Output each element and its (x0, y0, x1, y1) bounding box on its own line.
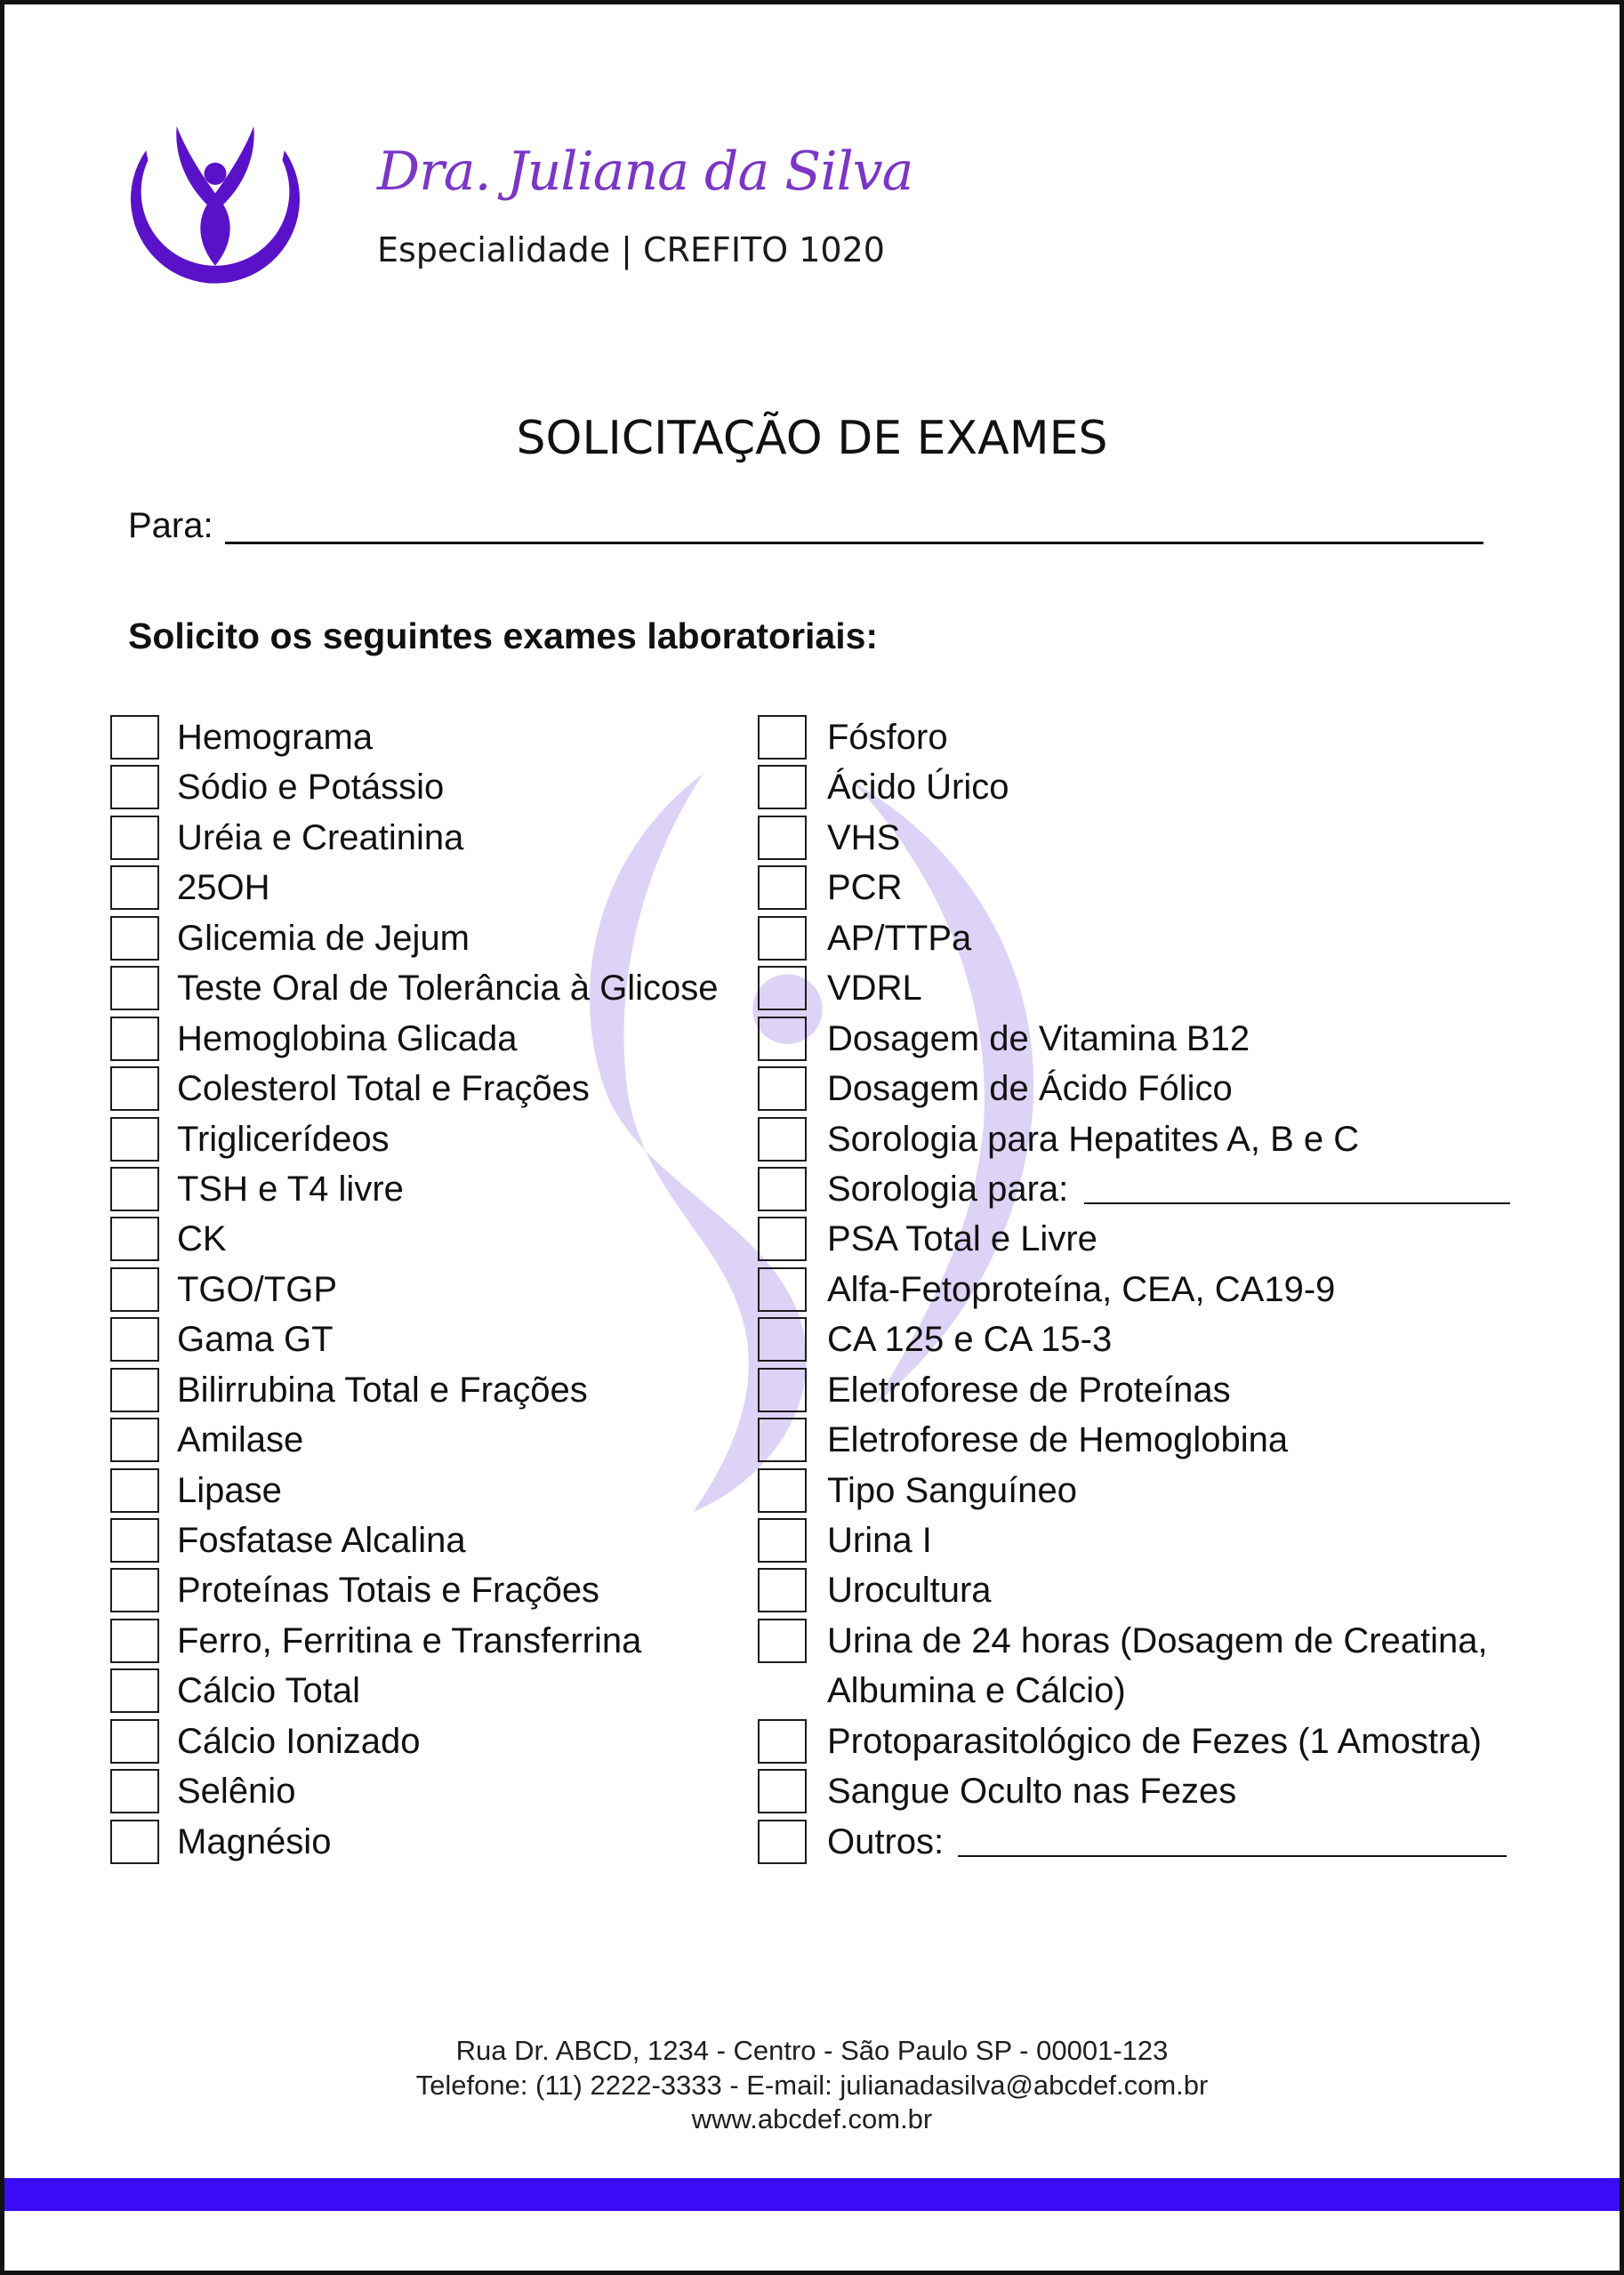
exam-checkbox-protoparasitologico[interactable] (758, 1719, 807, 1764)
exam-checkbox-hemograma[interactable] (110, 715, 159, 760)
exam-row (110, 1616, 733, 1666)
exam-checkbox-tsh-t4[interactable] (110, 1167, 159, 1211)
footer-address: Rua Dr. ABCD, 1234 - Centro - São Paulo SP - 00001-123 (455, 2035, 1169, 2066)
exam-label: Sangue Oculto nas Fezes (827, 1772, 1237, 1812)
exam-label: Sódio e Potássio (177, 768, 445, 808)
exam-checkbox-urocultura[interactable] (758, 1568, 807, 1612)
exam-checkbox-sodio-potassio[interactable] (110, 765, 159, 809)
exam-label: Tipo Sanguíneo (827, 1470, 1077, 1510)
exam-row (758, 712, 1558, 762)
exam-label: Teste Oral de Tolerância à Glicose (177, 969, 719, 1009)
exam-row (758, 1817, 1558, 1867)
exam-row (110, 813, 733, 863)
exam-row (758, 813, 1558, 863)
exam-row (758, 1114, 1558, 1164)
exam-label: Ácido Úrico (827, 768, 1009, 808)
exam-label: Amilase (177, 1420, 304, 1460)
exam-row (758, 1415, 1558, 1465)
exam-checkbox-ferro-ferritina[interactable] (110, 1619, 159, 1663)
exam-row (758, 1616, 1558, 1716)
specialty-line: Especialidade | CREFITO 1020 (377, 230, 885, 269)
logo-head (205, 163, 227, 185)
exam-label: Urina I (827, 1521, 932, 1560)
exam-label: 25OH (177, 868, 270, 908)
exam-checkbox-magnesio[interactable] (110, 1820, 159, 1864)
exam-checkbox-acido-urico[interactable] (758, 765, 807, 809)
exam-checkbox-alfa-fetoproteina[interactable] (758, 1267, 807, 1312)
exam-label: Bilirrubina Total e Frações (177, 1370, 588, 1410)
exam-label: Ferro, Ferritina e Transferrina (177, 1620, 642, 1660)
form-title: SOLICITAÇÃO DE EXAMES (516, 412, 1108, 465)
exam-row (758, 913, 1558, 963)
exam-checkbox-ureia-creatinina[interactable] (110, 816, 159, 860)
exam-checkbox-triglicerideos[interactable] (110, 1117, 159, 1162)
exam-row (110, 1515, 733, 1565)
exam-row (110, 1666, 733, 1716)
exam-row (110, 1164, 733, 1214)
exam-row (758, 1314, 1558, 1364)
exam-label: Hemograma (177, 718, 374, 757)
exam-checkbox-fosforo[interactable] (758, 715, 807, 760)
exam-label: Cálcio Ionizado (177, 1721, 421, 1761)
exam-checkbox-vdrl[interactable] (758, 966, 807, 1010)
doctor-name: Dra. Juliana da Silva (377, 141, 913, 203)
exam-checkbox-outros[interactable] (758, 1820, 807, 1864)
exam-row (758, 1565, 1558, 1615)
exam-row (758, 963, 1558, 1013)
exam-checkbox-psa[interactable] (758, 1217, 807, 1261)
exam-label: Glicemia de Jejum (177, 918, 470, 958)
exam-checkbox-gama-gt[interactable] (110, 1317, 159, 1362)
exam-row (758, 1466, 1558, 1515)
exam-checkbox-25oh[interactable] (110, 865, 159, 910)
exam-label: Hemoglobina Glicada (177, 1018, 518, 1058)
exam-label: PSA Total e Livre (827, 1219, 1097, 1259)
exam-row (110, 762, 733, 812)
exam-list-right (758, 712, 1558, 1867)
logo-body (200, 204, 229, 266)
exam-label: Fósforo (827, 718, 948, 757)
exam-checkbox-sorologia-para[interactable] (758, 1167, 807, 1211)
exam-label: Eletroforese de Proteínas (827, 1370, 1231, 1410)
exam-label: Gama GT (177, 1320, 334, 1360)
exam-row (110, 1214, 733, 1264)
instruction-text: Solicito os seguintes exames laboratoriais: (128, 615, 879, 656)
exam-label: AP/TTPa (827, 918, 972, 958)
exam-list-left (110, 712, 733, 1867)
sorologia-blank-field[interactable] (1084, 1202, 1510, 1204)
exam-checkbox-pcr[interactable] (758, 865, 807, 910)
exam-label: Urocultura (827, 1571, 992, 1611)
exam-row (758, 762, 1558, 812)
exam-checkbox-tgo-tgp[interactable] (110, 1267, 159, 1312)
exam-checkbox-vitamina-b12[interactable] (758, 1017, 807, 1061)
exam-label: CA 125 e CA 15-3 (827, 1320, 1113, 1360)
exam-label: Outros: (827, 1821, 945, 1861)
exam-checkbox-calcio-total[interactable] (110, 1668, 159, 1713)
exam-row (758, 1716, 1558, 1766)
exam-row (110, 1314, 733, 1364)
exam-checkbox-acido-folico[interactable] (758, 1066, 807, 1111)
exam-label: Triglicerídeos (177, 1119, 390, 1159)
exam-checkbox-hemoglobina-glicada[interactable] (110, 1017, 159, 1061)
exam-row (110, 913, 733, 963)
logo-icon (126, 117, 304, 286)
exam-checkbox-ck[interactable] (110, 1217, 159, 1261)
exam-checkbox-bilirrubina[interactable] (110, 1368, 159, 1412)
exam-label: PCR (827, 868, 903, 908)
exam-row (110, 963, 733, 1013)
exam-row (110, 1365, 733, 1415)
exam-row (758, 1265, 1558, 1314)
exam-row (758, 1014, 1558, 1064)
exam-label: Alfa-Fetoproteína, CEA, CA19-9 (827, 1269, 1336, 1309)
exam-checkbox-vhs[interactable] (758, 816, 807, 860)
exam-checkbox-sangue-oculto[interactable] (758, 1769, 807, 1813)
exam-checkbox-proteinas-totais[interactable] (110, 1568, 159, 1612)
exam-label: Urina de 24 horas (Dosagem de Creatina, Albumina e Cálcio) (827, 1620, 1488, 1711)
exam-label: Magnésio (177, 1821, 332, 1861)
exam-row (110, 1466, 733, 1515)
recipient-field[interactable] (225, 542, 1483, 544)
exam-checkbox-lipase[interactable] (110, 1468, 159, 1513)
exam-row (758, 863, 1558, 912)
exam-checkbox-glicemia-jejum[interactable] (110, 916, 159, 961)
exam-checkbox-tipo-sanguineo[interactable] (758, 1468, 807, 1513)
exam-label: Uréia e Creatinina (177, 817, 464, 857)
exam-row (758, 1164, 1558, 1214)
exam-row (110, 1114, 733, 1164)
exam-label: Fosfatase Alcalina (177, 1521, 466, 1560)
exam-row (110, 1716, 733, 1766)
exam-row (110, 1064, 733, 1113)
exam-row (110, 1766, 733, 1816)
exam-label: Lipase (177, 1470, 282, 1510)
exam-label-with-blank (827, 1817, 1507, 1867)
exam-checkbox-sorologia-hepatites[interactable] (758, 1117, 807, 1162)
recipient-label: Para: (128, 506, 213, 545)
exam-checkbox-calcio-ionizado[interactable] (110, 1719, 159, 1764)
exam-checkbox-selenio[interactable] (110, 1769, 159, 1813)
exam-label: Proteínas Totais e Frações (177, 1571, 600, 1611)
exam-checkbox-colesterol[interactable] (110, 1066, 159, 1111)
exam-checkbox-urina-24h[interactable] (758, 1619, 807, 1663)
exam-label: VHS (827, 817, 901, 857)
exam-row (110, 1415, 733, 1465)
exam-label: Colesterol Total e Frações (177, 1069, 590, 1109)
exam-checkbox-ap-ttpa[interactable] (758, 916, 807, 961)
exam-checkbox-amilase[interactable] (110, 1418, 159, 1462)
outros-blank-field[interactable] (958, 1855, 1507, 1857)
exam-label: VDRL (827, 969, 922, 1009)
bottom-color-bar (4, 2178, 1620, 2211)
exam-row (110, 1817, 733, 1867)
exam-label: TGO/TGP (177, 1269, 337, 1309)
exam-label: Sorologia para: (827, 1169, 1069, 1209)
exam-checkbox-teste-oral-glicose[interactable] (110, 966, 159, 1010)
exam-checkbox-fosfatase-alcalina[interactable] (110, 1518, 159, 1563)
exam-row (110, 1014, 733, 1064)
exam-row (758, 1766, 1558, 1816)
exam-row (110, 863, 733, 912)
exam-label: TSH e T4 livre (177, 1169, 404, 1209)
exam-label: Dosagem de Ácido Fólico (827, 1069, 1233, 1109)
exam-label: Cálcio Total (177, 1671, 361, 1711)
exam-row (110, 712, 733, 762)
footer-contact: Telefone: (11) 2222-3333 - E-mail: julianadasilva@abcdef.com.br (415, 2069, 1209, 2101)
exam-label: Selênio (177, 1772, 296, 1812)
exam-checkbox-ca125-ca153[interactable] (758, 1317, 807, 1362)
exam-row (758, 1064, 1558, 1113)
exam-label: Eletroforese de Hemoglobina (827, 1420, 1289, 1460)
exam-label: CK (177, 1219, 227, 1259)
exam-row (758, 1365, 1558, 1415)
exam-row (110, 1265, 733, 1314)
exam-label: Protoparasitológico de Fezes (1 Amostra) (827, 1721, 1482, 1761)
exam-row (758, 1515, 1558, 1565)
exam-checkbox-eletroforese-proteinas[interactable] (758, 1368, 807, 1412)
exam-checkbox-urina-i[interactable] (758, 1518, 807, 1563)
exam-label: Sorologia para Hepatites A, B e C (827, 1119, 1360, 1159)
footer (0, 2034, 1624, 2137)
footer-website: www.abcdef.com.br (691, 2103, 933, 2134)
exam-label: Dosagem de Vitamina B12 (827, 1018, 1250, 1058)
exam-row (758, 1214, 1558, 1264)
exam-row (110, 1565, 733, 1615)
exam-checkbox-eletroforese-hemoglobina[interactable] (758, 1418, 807, 1462)
exam-label-with-blank (827, 1164, 1510, 1214)
